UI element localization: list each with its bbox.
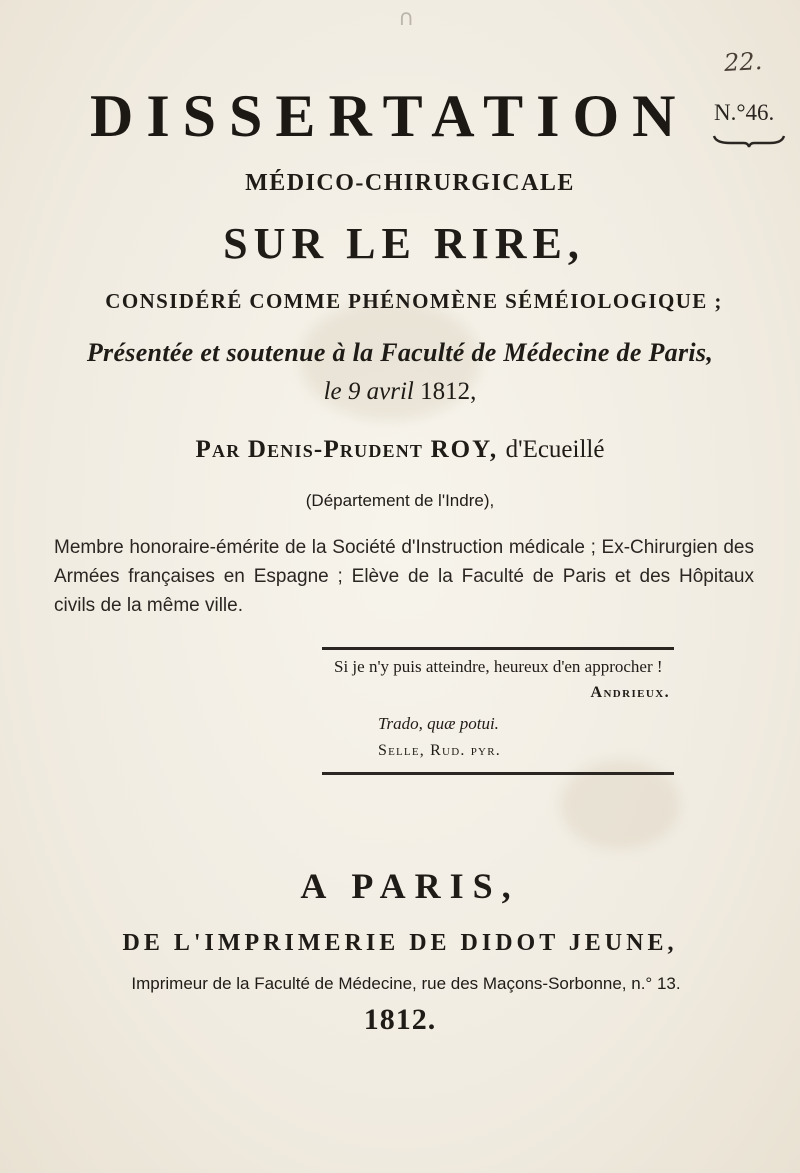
author-bio: Membre honoraire-émérite de la Société d'Instruction médicale ; Ex-Chirurgien des Armées françaises en Espagne ; Elève de la Faculté de Paris et des Hôpitaux civils de la même ville. (54, 537, 754, 616)
department-line: (Département de l'Indre), (305, 491, 495, 510)
catalog-number: N.°46. (714, 100, 775, 125)
epigraph-2: Trado, quæ potui. (378, 714, 499, 733)
subtitle-sur-le-rire: SUR LE RIRE, (223, 219, 585, 268)
printer-line: DE L'IMPRIMERIE DE DIDOT JEUNE, (122, 930, 678, 956)
printer-address: Imprimeur de la Faculté de Médecine, rue des Maçons-Sorbonne, n.° 13. (131, 974, 681, 993)
date-prefix: le 9 avril (323, 378, 414, 405)
brace-ornament (712, 134, 786, 148)
publication-year: 1812. (363, 1003, 437, 1036)
subtitle-medico: MÉDICO-CHIRURGICALE (245, 170, 575, 196)
subtitle-considere: CONSIDÉRÉ COMME PHÉNOMÈNE SÉMÉIOLOGIQUE ; (105, 289, 723, 313)
epigraph-rule-top (322, 647, 674, 650)
presented-line: Présentée et soutenue à la Faculté de Médecine de Paris, (86, 338, 714, 367)
top-ink-mark: ∩ (398, 6, 415, 31)
author-name: ROY, (430, 436, 499, 463)
epigraph-rule-bottom (322, 772, 674, 775)
date-line (0, 378, 800, 406)
epigraph-1: Si je n'y puis atteindre, heureux d'en approcher ! (334, 657, 663, 676)
epigraph-1-author: Andrieux. (590, 684, 670, 701)
city-line: A PARIS, (300, 866, 520, 906)
epigraph-2-author: Selle, Rud. pyr. (378, 742, 501, 759)
author-prefix: Par Denis-Prudent (195, 436, 424, 463)
document-title: DISSERTATION (90, 83, 689, 149)
handwritten-number: 22. (723, 47, 763, 77)
date-year: 1812, (420, 378, 477, 405)
author-line (0, 436, 800, 464)
author-location: d'Ecueillé (505, 436, 605, 463)
